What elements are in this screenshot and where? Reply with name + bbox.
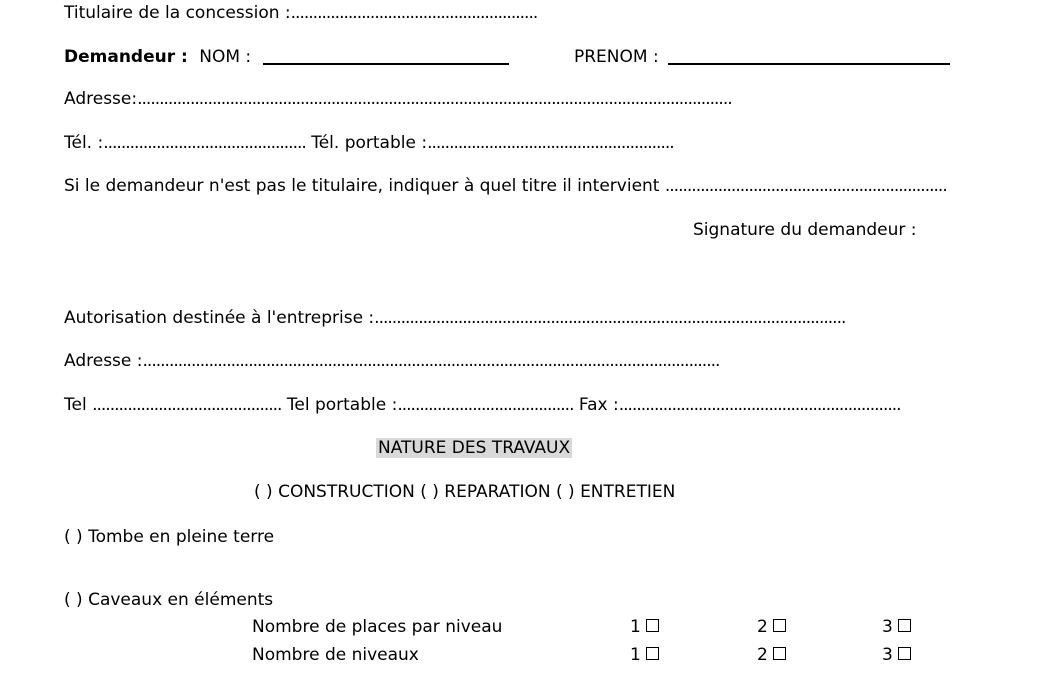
entreprise-label: Autorisation destinée à l'entreprise : xyxy=(64,308,375,328)
tel2-portable-field[interactable]: ........................................ xyxy=(397,395,574,415)
adresse-label: Adresse: xyxy=(64,89,138,109)
entreprise-line xyxy=(64,307,845,329)
niveaux-option-2-label: 2 xyxy=(757,645,768,665)
checkbox-icon[interactable] xyxy=(646,619,659,632)
tel2-line xyxy=(64,394,901,416)
places-option-1[interactable] xyxy=(630,616,659,638)
adresse2-line xyxy=(64,350,719,372)
checkbox-icon[interactable] xyxy=(773,619,786,632)
places-option-3[interactable] xyxy=(882,616,911,638)
nature-title xyxy=(376,437,572,459)
checkbox-icon[interactable] xyxy=(898,647,911,660)
tel2-portable-label: Tel portable : xyxy=(286,395,398,415)
nature-options[interactable]: ( ) CONSTRUCTION ( ) REPARATION ( ) ENTRETIEN xyxy=(254,482,676,502)
checkbox-icon[interactable] xyxy=(646,647,659,660)
tel2-label: Tel xyxy=(64,395,87,415)
titre-label: Si le demandeur n'est pas le titulaire, indiquer à quel titre il intervient xyxy=(64,176,660,196)
caveaux-option[interactable]: ( ) Caveaux en éléments xyxy=(64,590,274,610)
tel2-field[interactable]: ........................................... xyxy=(92,395,282,415)
checkbox-icon[interactable] xyxy=(773,647,786,660)
prenom-field[interactable] xyxy=(668,45,950,65)
places-option-3-label: 3 xyxy=(882,617,893,637)
checkbox-icon[interactable] xyxy=(898,619,911,632)
nom-label: NOM : xyxy=(199,47,252,67)
fax-field[interactable]: ................................................................ xyxy=(618,395,901,415)
tel-portable-label: Tél. portable : xyxy=(311,133,428,153)
titulaire-line xyxy=(64,2,537,24)
tel-field[interactable]: .............................................. xyxy=(103,133,306,153)
prenom-label: PRENOM : xyxy=(573,47,659,67)
signature-label: Signature du demandeur : xyxy=(693,220,917,240)
niveaux-option-2[interactable] xyxy=(757,644,786,666)
niveaux-label: Nombre de niveaux xyxy=(252,645,419,665)
tel-label: Tél. : xyxy=(64,133,104,153)
adresse2-field[interactable]: ................................................................................................................................... xyxy=(142,351,720,371)
tombe-option[interactable]: ( ) Tombe en pleine terre xyxy=(64,527,275,547)
places-option-2-label: 2 xyxy=(757,617,768,637)
niveaux-option-3[interactable] xyxy=(882,644,911,666)
fax-label: Fax : xyxy=(578,395,619,415)
nom-field[interactable] xyxy=(263,45,509,65)
demandeur-label: Demandeur : xyxy=(64,47,188,67)
places-option-1-label: 1 xyxy=(630,617,641,637)
places-option-2[interactable] xyxy=(757,616,786,638)
tel-line xyxy=(64,132,674,154)
titre-line xyxy=(64,175,947,197)
nature-title-text: NATURE DES TRAVAUX xyxy=(378,438,571,458)
adresse2-label: Adresse : xyxy=(64,351,143,371)
titulaire-label: Titulaire de la concession : xyxy=(64,3,291,23)
demandeur-line xyxy=(64,45,950,68)
titre-field[interactable]: ................................................................ xyxy=(664,176,947,196)
places-label: Nombre de places par niveau xyxy=(252,617,503,637)
titulaire-field[interactable]: ........................................................ xyxy=(290,3,538,23)
tel-portable-field[interactable]: ........................................................ xyxy=(427,133,674,153)
entreprise-field[interactable]: ........................................................................................................... xyxy=(374,308,846,328)
niveaux-option-1[interactable] xyxy=(630,644,659,666)
niveaux-option-1-label: 1 xyxy=(630,645,641,665)
adresse-line xyxy=(64,88,732,110)
adresse-field[interactable]: ....................................................................................................................................... xyxy=(137,89,732,109)
niveaux-option-3-label: 3 xyxy=(882,645,893,665)
